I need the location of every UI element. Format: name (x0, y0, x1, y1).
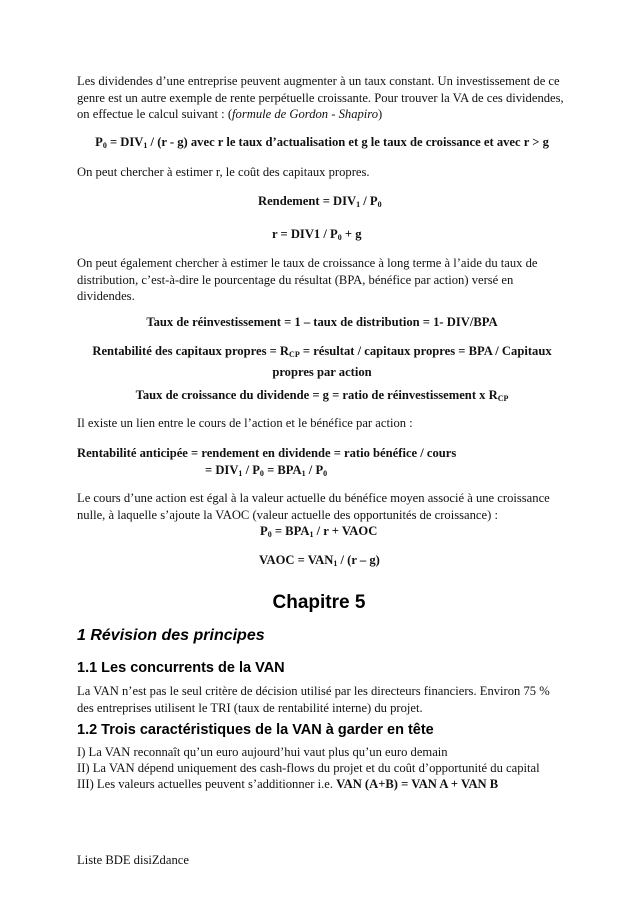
formula-part: Taux de croissance du dividende = g = ratio de réinvestissement x R (135, 388, 498, 402)
formula-rentabilite-capitaux (77, 343, 567, 380)
formula-part: r = DIV1 / P (272, 227, 338, 241)
formula-gordon (77, 134, 567, 155)
formula-subscript: 1 (301, 469, 306, 478)
list-item-text: III) Les valeurs actuelles peuvent s’additionner i.e. (77, 777, 337, 791)
formula-subscript: 1 (333, 559, 338, 568)
list-item-1: I) La VAN reconnaît qu’un euro aujourd’hui vaut plus qu’un euro demain (77, 745, 448, 759)
formula-reinvestissement: Taux de réinvestissement = 1 – taux de distribution = 1- DIV/BPA (146, 315, 498, 329)
list-item-3 (77, 776, 567, 793)
paragraph-text: Les dividendes d’une entreprise peuvent augmenter à un taux constant. Un investissement de ce genre est un autre exemple de rente perpétuelle croissante. Pour trouver la VA de ces dividendes, on effectue le calcul suivant : ( (77, 74, 564, 122)
formula-part: VAOC = VAN (259, 553, 334, 567)
formula-vaoc (259, 552, 559, 573)
formula-rentabilite-anticipee: Rentabilité anticipée = rendement en dividende = ratio bénéfice / cours (77, 446, 457, 460)
formula-subscript: 0 (337, 233, 342, 242)
formula-subscript: 1 (238, 469, 243, 478)
paragraph-dividendes (77, 73, 567, 123)
formula-part: = résultat / capitaux propres = BPA / Capitaux propres par action (272, 344, 552, 379)
formula-r (272, 226, 552, 247)
formula-subscript: 1 (356, 200, 361, 209)
formula-part: P (260, 524, 268, 538)
formula-taux-croissance (77, 387, 567, 408)
formula-p0 (260, 523, 560, 544)
formula-subscript: 0 (259, 469, 264, 478)
formula-part: P (95, 135, 103, 149)
formula-part: / P (305, 463, 324, 477)
paragraph-cours-action: Le cours d’une action est égal à la valeur actuelle du bénéfice moyen associé à une croissance nulle, à laquelle s’ajoute la VAOC (valeur actuelle des opportunités de croissance) : (77, 491, 550, 522)
formula-part: = BPA (271, 524, 310, 538)
section-heading-1-1: 1.1 Les concurrents de la VAN (77, 660, 285, 676)
formula-name: formule de Gordon - Shapiro (232, 107, 379, 122)
formula-part: / (r – g) (337, 553, 380, 567)
section-heading-1-2: 1.2 Trois caractéristiques de la VAN à garder en tête (77, 722, 434, 738)
list-item-2: II) La VAN dépend uniquement des cash-flows du projet et du coût d’opportunité du capital (77, 761, 540, 775)
formula-subscript: 0 (377, 200, 382, 209)
formula-part: / P (360, 194, 378, 208)
formula-subscript: CP (289, 350, 300, 359)
paragraph-text-end: ) (378, 107, 383, 122)
paragraph-estimer-r: On peut chercher à estimer r, le coût des capitaux propres. (77, 165, 370, 179)
paragraph-taux-distribution: On peut également chercher à estimer le taux de croissance à long terme à l’aide du taux de distribution, c’est-à-dire le pourcentage du résultat (BPA, bénéfice par action) versé en dividendes. (77, 256, 538, 304)
formula-part: / (r - g) avec r le taux d’actualisation et g le taux de croissance et avec r > g (147, 135, 549, 149)
section-heading-1: 1 Révision des principes (77, 627, 265, 644)
chapter-title: Chapitre 5 (272, 592, 366, 613)
paragraph-lien-cours: Il existe un lien entre le cours de l’action et le bénéfice par action : (77, 416, 413, 430)
formula-subscript: 1 (309, 530, 314, 539)
formula-part: / P (242, 463, 260, 477)
formula-part: + g (341, 227, 362, 241)
formula-part: / r + VAOC (313, 524, 378, 538)
formula-part: Rentabilité des capitaux propres = R (92, 344, 290, 358)
formula-subscript: CP (497, 394, 509, 403)
formula-part: = BPA (263, 463, 302, 477)
formula-part: Rendement = DIV (258, 194, 357, 208)
formula-subscript: 0 (267, 530, 272, 539)
formula-rentabilite-anticipee-2 (205, 462, 505, 483)
paragraph-concurrents-van: La VAN n’est pas le seul critère de décision utilisé par les directeurs financiers. Environ 75 % des entreprises utilisent le TRI (taux de rentabilité interne) du projet. (77, 684, 550, 715)
formula-subscript: 0 (102, 141, 107, 150)
formula-rendement (258, 193, 558, 214)
formula-subscript: 0 (323, 469, 328, 478)
list-item-formula: VAN (A+B) = VAN A + VAN B (336, 777, 499, 791)
page-footer: Liste BDE disiZdance (77, 853, 189, 867)
formula-subscript: 1 (143, 141, 148, 150)
formula-part: = DIV (205, 463, 239, 477)
formula-part: = DIV (106, 135, 144, 149)
